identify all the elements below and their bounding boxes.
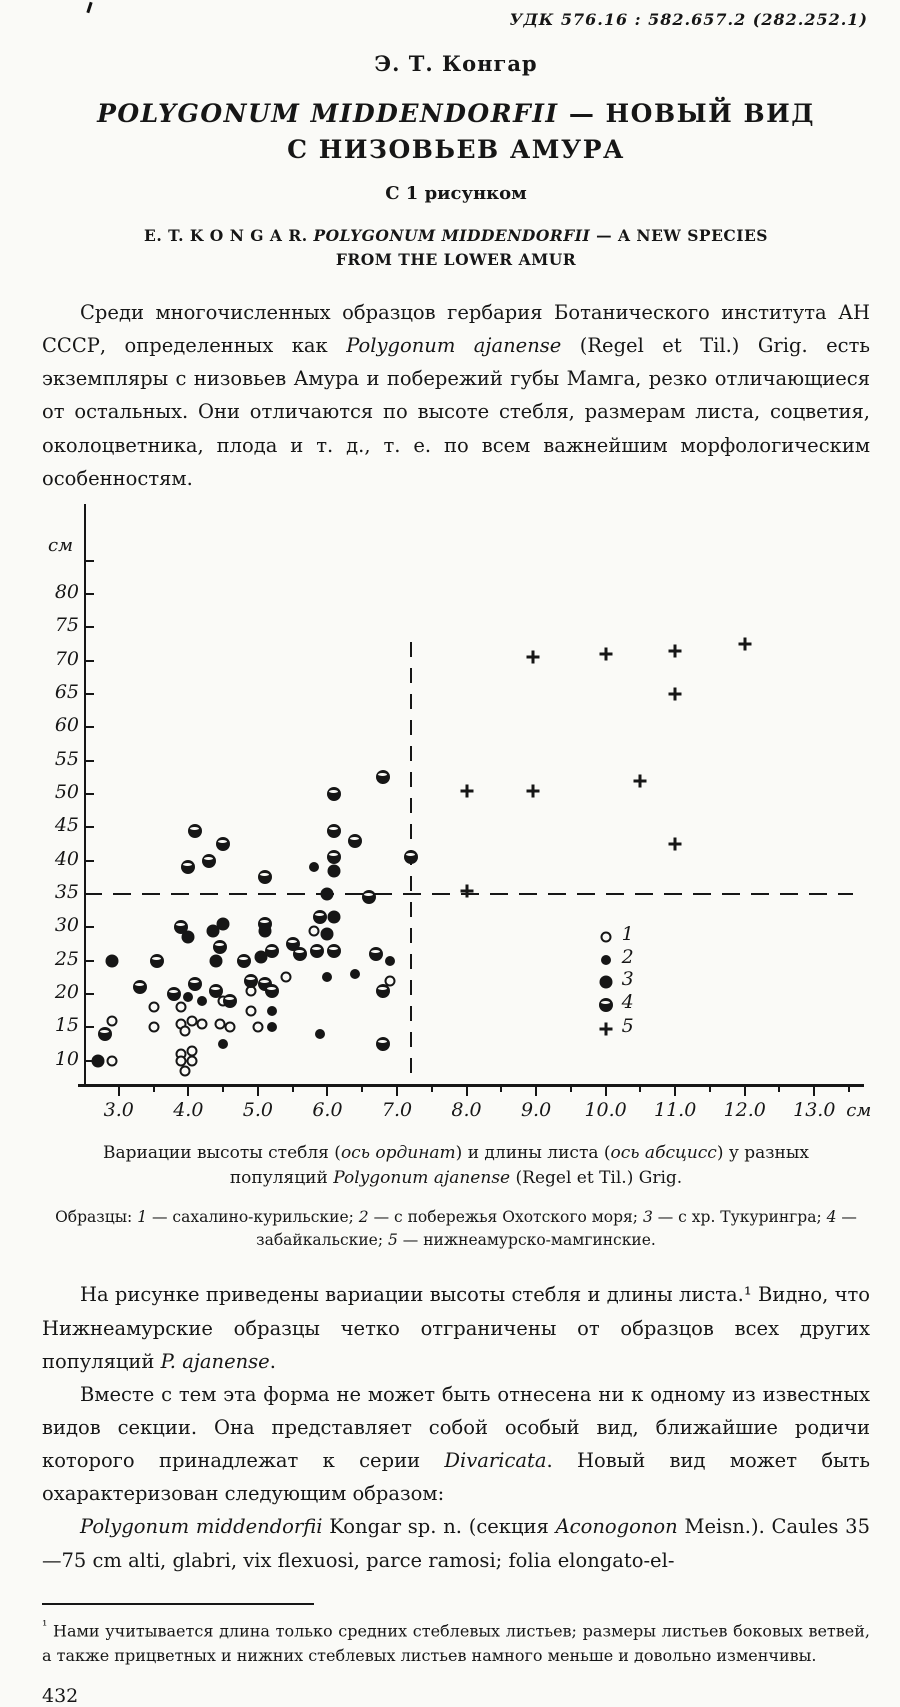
data-point-series-1 bbox=[176, 1002, 187, 1013]
data-point-series-1 bbox=[148, 1022, 159, 1033]
new-species-italic: Polygonum middendorfii bbox=[80, 1515, 323, 1539]
data-point-series-4 bbox=[258, 870, 272, 884]
data-point-series-4 bbox=[174, 920, 188, 934]
data-point-series-4 bbox=[310, 944, 324, 958]
data-point-series-4 bbox=[327, 944, 341, 958]
data-point-series-3 bbox=[105, 954, 118, 967]
paragraph-1-text-cont: (Regel et Til.) Grig. есть экземпляры с низовьев Амура и побережий губы Мамга, резко отличающиеся от остальных. Они отличаются по высоте стебля, размерам листа, соцветия, околоцветника, плода и т. д., т. е. по всем важнейшим морфологическим особенностям. bbox=[42, 334, 870, 490]
y-tick-label: 40 bbox=[54, 847, 79, 870]
x-tick-label: 4.0 bbox=[173, 1098, 204, 1121]
section-name-italic: Aconogonon bbox=[555, 1515, 678, 1539]
footnote-marker: ¹ bbox=[42, 1618, 48, 1634]
paragraph-3-text: Вместе с тем эта форма не может быть отнесена ни к одному из известных видов секции. Она представляет собой особый вид, ближайшие родичи которого принадлежат к серии bbox=[42, 1382, 870, 1473]
data-point-series-4 bbox=[237, 954, 251, 968]
x-minor-tick bbox=[361, 1084, 363, 1092]
caption-species-italic: Polygonum ajanense bbox=[333, 1168, 511, 1189]
data-point-series-3 bbox=[91, 1054, 104, 1067]
samples-num-2: 2 bbox=[358, 1207, 369, 1226]
article-title-rest: — НОВЫЙ ВИД bbox=[558, 99, 815, 128]
data-point-series-3 bbox=[210, 954, 223, 967]
y-tick bbox=[84, 960, 94, 962]
data-point-series-4 bbox=[133, 980, 147, 994]
paragraph-2-text-cont: . bbox=[269, 1349, 276, 1373]
data-point-series-3 bbox=[328, 864, 341, 877]
x-tick bbox=[605, 1084, 607, 1096]
x-axis bbox=[78, 1084, 864, 1087]
data-point-series-2 bbox=[218, 1039, 228, 1049]
caption-text: (Regel et Til.) Grig. bbox=[510, 1168, 683, 1189]
x-tick-label: 7.0 bbox=[381, 1098, 413, 1121]
data-point-series-4 bbox=[327, 850, 341, 864]
y-tick bbox=[84, 593, 94, 595]
x-tick bbox=[674, 1084, 676, 1096]
data-point-series-4 bbox=[209, 984, 223, 998]
x-minor-tick bbox=[500, 1084, 502, 1092]
figure-caption bbox=[56, 1141, 856, 1192]
y-tick bbox=[84, 560, 94, 562]
x-tick bbox=[396, 1084, 398, 1096]
data-point-series-5 bbox=[668, 686, 683, 701]
y-tick-label: 25 bbox=[54, 947, 79, 970]
udc-code: УДК 576.16 : 582.657.2 (282.252.1) bbox=[509, 10, 868, 29]
x-tick-label: 9.0 bbox=[520, 1098, 552, 1121]
data-point-series-1 bbox=[308, 925, 319, 936]
samples-text: — сахалино-курильские; bbox=[147, 1207, 359, 1226]
y-tick-label: 20 bbox=[54, 980, 79, 1003]
data-point-series-1 bbox=[106, 1015, 117, 1026]
y-axis-unit-label: см bbox=[48, 534, 74, 556]
x-tick bbox=[326, 1084, 328, 1096]
article-title-latin: POLYGONUM MIDDENDORFII bbox=[97, 99, 559, 128]
legend-label-4: 4 bbox=[621, 990, 634, 1013]
data-point-series-4 bbox=[202, 854, 216, 868]
x-minor-tick bbox=[153, 1084, 155, 1092]
y-tick bbox=[84, 793, 94, 795]
data-point-series-4 bbox=[265, 944, 279, 958]
x-axis-unit-label: см bbox=[846, 1099, 872, 1121]
data-point-series-3 bbox=[321, 927, 334, 940]
x-tick bbox=[535, 1084, 537, 1096]
english-heading bbox=[42, 224, 870, 272]
x-tick bbox=[466, 1084, 468, 1096]
paragraph-2-text: На рисунке приведены вариации высоты стебля и длины листа.¹ Видно, что Нижнеамурские образцы четко отграничены от образцов всех других популяций bbox=[42, 1283, 870, 1373]
samples-text: — забайкальские; bbox=[256, 1207, 857, 1250]
x-minor-tick bbox=[431, 1084, 433, 1092]
data-point-series-1 bbox=[148, 1002, 159, 1013]
paragraph-4-text-cont: Meisn.). Caules 35—75 cm alti, glabri, vix flexuosi, parce ramosi; folia elongato-el- bbox=[42, 1515, 870, 1572]
data-point-series-4 bbox=[223, 994, 237, 1008]
y-tick-label: 35 bbox=[54, 880, 79, 903]
legend-label-5: 5 bbox=[621, 1015, 634, 1038]
samples-num-4: 4 bbox=[826, 1207, 837, 1226]
samples-num-1: 1 bbox=[137, 1207, 148, 1226]
y-axis bbox=[84, 504, 86, 1086]
x-tick-label: 12.0 bbox=[723, 1098, 766, 1121]
samples-text: — с побережья Охотского моря; bbox=[368, 1207, 643, 1226]
footnote-text: Нами учитывается длина только средних стеблевых листьев; размеры листьев боковых ветвей, а также прицветных и нижних стеблевых листьев намного меньше и довольно изменчивы. bbox=[42, 1620, 870, 1665]
y-tick bbox=[84, 1026, 94, 1028]
data-point-series-1 bbox=[179, 1025, 190, 1036]
y-tick bbox=[84, 826, 94, 828]
data-point-series-1 bbox=[225, 1022, 236, 1033]
figure-count-note: С 1 рисунком bbox=[385, 183, 527, 204]
x-minor-tick bbox=[639, 1084, 641, 1092]
legend-symbol-5 bbox=[598, 1022, 613, 1037]
x-tick-label: 10.0 bbox=[584, 1098, 627, 1121]
data-point-series-4 bbox=[404, 850, 418, 864]
data-point-series-1 bbox=[214, 1018, 225, 1029]
species-name-italic: Polygonum ajanense bbox=[346, 334, 562, 358]
x-tick bbox=[744, 1084, 746, 1096]
data-point-series-4 bbox=[348, 834, 362, 848]
data-point-series-4 bbox=[213, 940, 227, 954]
paragraph-4-text: Kongar sp. n. (секция bbox=[322, 1515, 556, 1539]
author-name: Э. Т. Конгар bbox=[374, 51, 538, 76]
article-title bbox=[42, 96, 870, 167]
legend-label-3: 3 bbox=[621, 967, 634, 990]
y-tick bbox=[84, 626, 94, 628]
legend-label-1: 1 bbox=[621, 922, 634, 945]
legend-symbol-1 bbox=[600, 931, 611, 942]
data-point-series-5 bbox=[668, 643, 683, 658]
data-point-series-2 bbox=[183, 992, 193, 1002]
caption-abscissa-italic: ось абсцисс bbox=[610, 1142, 717, 1163]
english-author: E. T. K O N G A R. bbox=[144, 226, 314, 245]
data-point-series-1 bbox=[106, 1055, 117, 1066]
y-tick bbox=[84, 860, 94, 862]
data-point-series-2 bbox=[267, 1022, 277, 1032]
data-point-series-4 bbox=[362, 890, 376, 904]
data-point-series-1 bbox=[280, 972, 291, 983]
data-point-series-4 bbox=[188, 824, 202, 838]
data-point-series-4 bbox=[376, 770, 390, 784]
x-tick-label: 6.0 bbox=[312, 1098, 343, 1121]
data-point-series-5 bbox=[459, 883, 474, 898]
plot-area bbox=[44, 499, 900, 1131]
data-point-series-4 bbox=[265, 984, 279, 998]
y-tick-label: 55 bbox=[54, 747, 79, 770]
data-point-series-1 bbox=[245, 1005, 256, 1016]
legend-symbol-4 bbox=[599, 998, 613, 1012]
data-point-series-2 bbox=[322, 972, 332, 982]
data-point-series-4 bbox=[327, 787, 341, 801]
data-point-series-2 bbox=[350, 969, 360, 979]
data-point-series-4 bbox=[369, 947, 383, 961]
y-tick-label: 65 bbox=[54, 680, 79, 703]
data-point-series-3 bbox=[217, 917, 230, 930]
paragraph-2 bbox=[42, 1278, 870, 1377]
data-point-series-4 bbox=[376, 1037, 390, 1051]
x-tick-label: 11.0 bbox=[654, 1098, 697, 1121]
y-tick bbox=[84, 993, 94, 995]
footnote bbox=[42, 1617, 870, 1669]
data-point-series-2 bbox=[309, 862, 319, 872]
samples-num-5: 5 bbox=[387, 1231, 398, 1250]
caption-ordinate-italic: ось ординат bbox=[340, 1142, 456, 1163]
data-point-series-2 bbox=[267, 1006, 277, 1016]
data-point-series-5 bbox=[668, 836, 683, 851]
samples-text: — нижнеамурско-мамгинские. bbox=[397, 1231, 656, 1250]
y-tick bbox=[84, 760, 94, 762]
legend-symbol-3 bbox=[599, 975, 612, 988]
x-minor-tick bbox=[848, 1084, 850, 1092]
data-point-series-4 bbox=[327, 824, 341, 838]
x-tick bbox=[187, 1084, 189, 1096]
data-point-series-1 bbox=[179, 1065, 190, 1076]
data-point-series-2 bbox=[315, 1029, 325, 1039]
data-point-series-1 bbox=[186, 1055, 197, 1066]
data-point-series-4 bbox=[150, 954, 164, 968]
paragraph-3 bbox=[42, 1378, 870, 1511]
samples-text: Образцы: bbox=[55, 1207, 138, 1226]
figure-scatter-plot bbox=[44, 499, 900, 1131]
y-tick-label: 80 bbox=[54, 580, 79, 603]
caption-text: ) у разных популяций bbox=[229, 1142, 810, 1189]
x-minor-tick bbox=[570, 1084, 572, 1092]
data-point-series-4 bbox=[293, 947, 307, 961]
y-tick bbox=[84, 726, 94, 728]
legend-symbol-2 bbox=[601, 955, 611, 965]
paragraph-4 bbox=[42, 1510, 870, 1576]
series-name-italic: Divaricata bbox=[444, 1449, 547, 1473]
x-tick bbox=[118, 1084, 120, 1096]
data-point-series-4 bbox=[258, 917, 272, 931]
x-minor-tick bbox=[709, 1084, 711, 1092]
x-tick bbox=[257, 1084, 259, 1096]
legend-label-2: 2 bbox=[621, 945, 634, 968]
y-tick-label: 70 bbox=[54, 647, 79, 670]
article-title-line2: С НИЗОВЬЕВ АМУРА bbox=[287, 134, 625, 164]
caption-text: ) и длины листа ( bbox=[455, 1142, 611, 1163]
english-title-rest: — A NEW SPECIES bbox=[590, 226, 768, 245]
data-point-series-4 bbox=[181, 860, 195, 874]
data-point-series-5 bbox=[633, 773, 648, 788]
data-point-series-3 bbox=[328, 911, 341, 924]
species-abbrev-italic: P. ajanense bbox=[160, 1349, 270, 1373]
y-tick-label: 45 bbox=[54, 814, 79, 837]
data-point-series-4 bbox=[244, 974, 258, 988]
paragraph-1-text: Среди многочисленных образцов гербария Ботанического института АН СССР, определенных как bbox=[42, 301, 870, 358]
x-tick bbox=[813, 1084, 815, 1096]
data-point-series-5 bbox=[598, 646, 613, 661]
data-point-series-5 bbox=[525, 650, 540, 665]
caption-text: Вариации высоты стебля ( bbox=[102, 1142, 341, 1163]
y-tick bbox=[84, 660, 94, 662]
y-tick-label: 60 bbox=[54, 714, 79, 737]
paragraph-3-text-cont: . Новый вид может быть охарактеризован следующим образом: bbox=[42, 1449, 870, 1506]
data-point-series-1 bbox=[186, 1015, 197, 1026]
data-point-series-4 bbox=[313, 910, 327, 924]
english-title-latin: POLYGONUM MIDDENDORFII bbox=[313, 226, 591, 245]
data-point-series-2 bbox=[197, 996, 207, 1006]
x-minor-tick bbox=[292, 1084, 294, 1092]
data-point-series-4 bbox=[376, 984, 390, 998]
x-tick-label: 3.0 bbox=[103, 1098, 134, 1121]
y-tick-label: 50 bbox=[54, 780, 79, 803]
footnote-divider bbox=[42, 1603, 314, 1605]
data-point-series-1 bbox=[197, 1018, 208, 1029]
paragraph-1 bbox=[42, 296, 870, 495]
data-point-series-4 bbox=[167, 987, 181, 1001]
x-tick-label: 13.0 bbox=[793, 1098, 836, 1121]
figure-legend-description bbox=[46, 1206, 866, 1253]
y-tick-label: 10 bbox=[54, 1047, 79, 1070]
samples-num-3: 3 bbox=[642, 1207, 653, 1226]
page-number: 432 bbox=[42, 1684, 79, 1707]
data-point-series-4 bbox=[216, 837, 230, 851]
x-minor-tick bbox=[222, 1084, 224, 1092]
data-point-series-2 bbox=[385, 956, 395, 966]
data-point-series-4 bbox=[188, 977, 202, 991]
samples-text: — с хр. Тукурингра; bbox=[652, 1207, 827, 1226]
data-point-series-3 bbox=[321, 887, 334, 900]
y-tick-label: 15 bbox=[54, 1014, 79, 1037]
data-point-series-5 bbox=[525, 783, 540, 798]
data-point-series-5 bbox=[737, 636, 752, 651]
x-tick-label: 5.0 bbox=[242, 1098, 273, 1121]
data-point-series-4 bbox=[98, 1027, 112, 1041]
data-point-series-1 bbox=[252, 1022, 263, 1033]
y-tick bbox=[84, 926, 94, 928]
x-minor-tick bbox=[778, 1084, 780, 1092]
y-tick bbox=[84, 693, 94, 695]
y-tick-label: 30 bbox=[54, 914, 79, 937]
english-heading-line2: FROM THE LOWER AMUR bbox=[335, 250, 577, 270]
y-tick-label: 75 bbox=[54, 614, 79, 637]
data-point-series-5 bbox=[459, 783, 474, 798]
x-tick-label: 8.0 bbox=[451, 1098, 482, 1121]
